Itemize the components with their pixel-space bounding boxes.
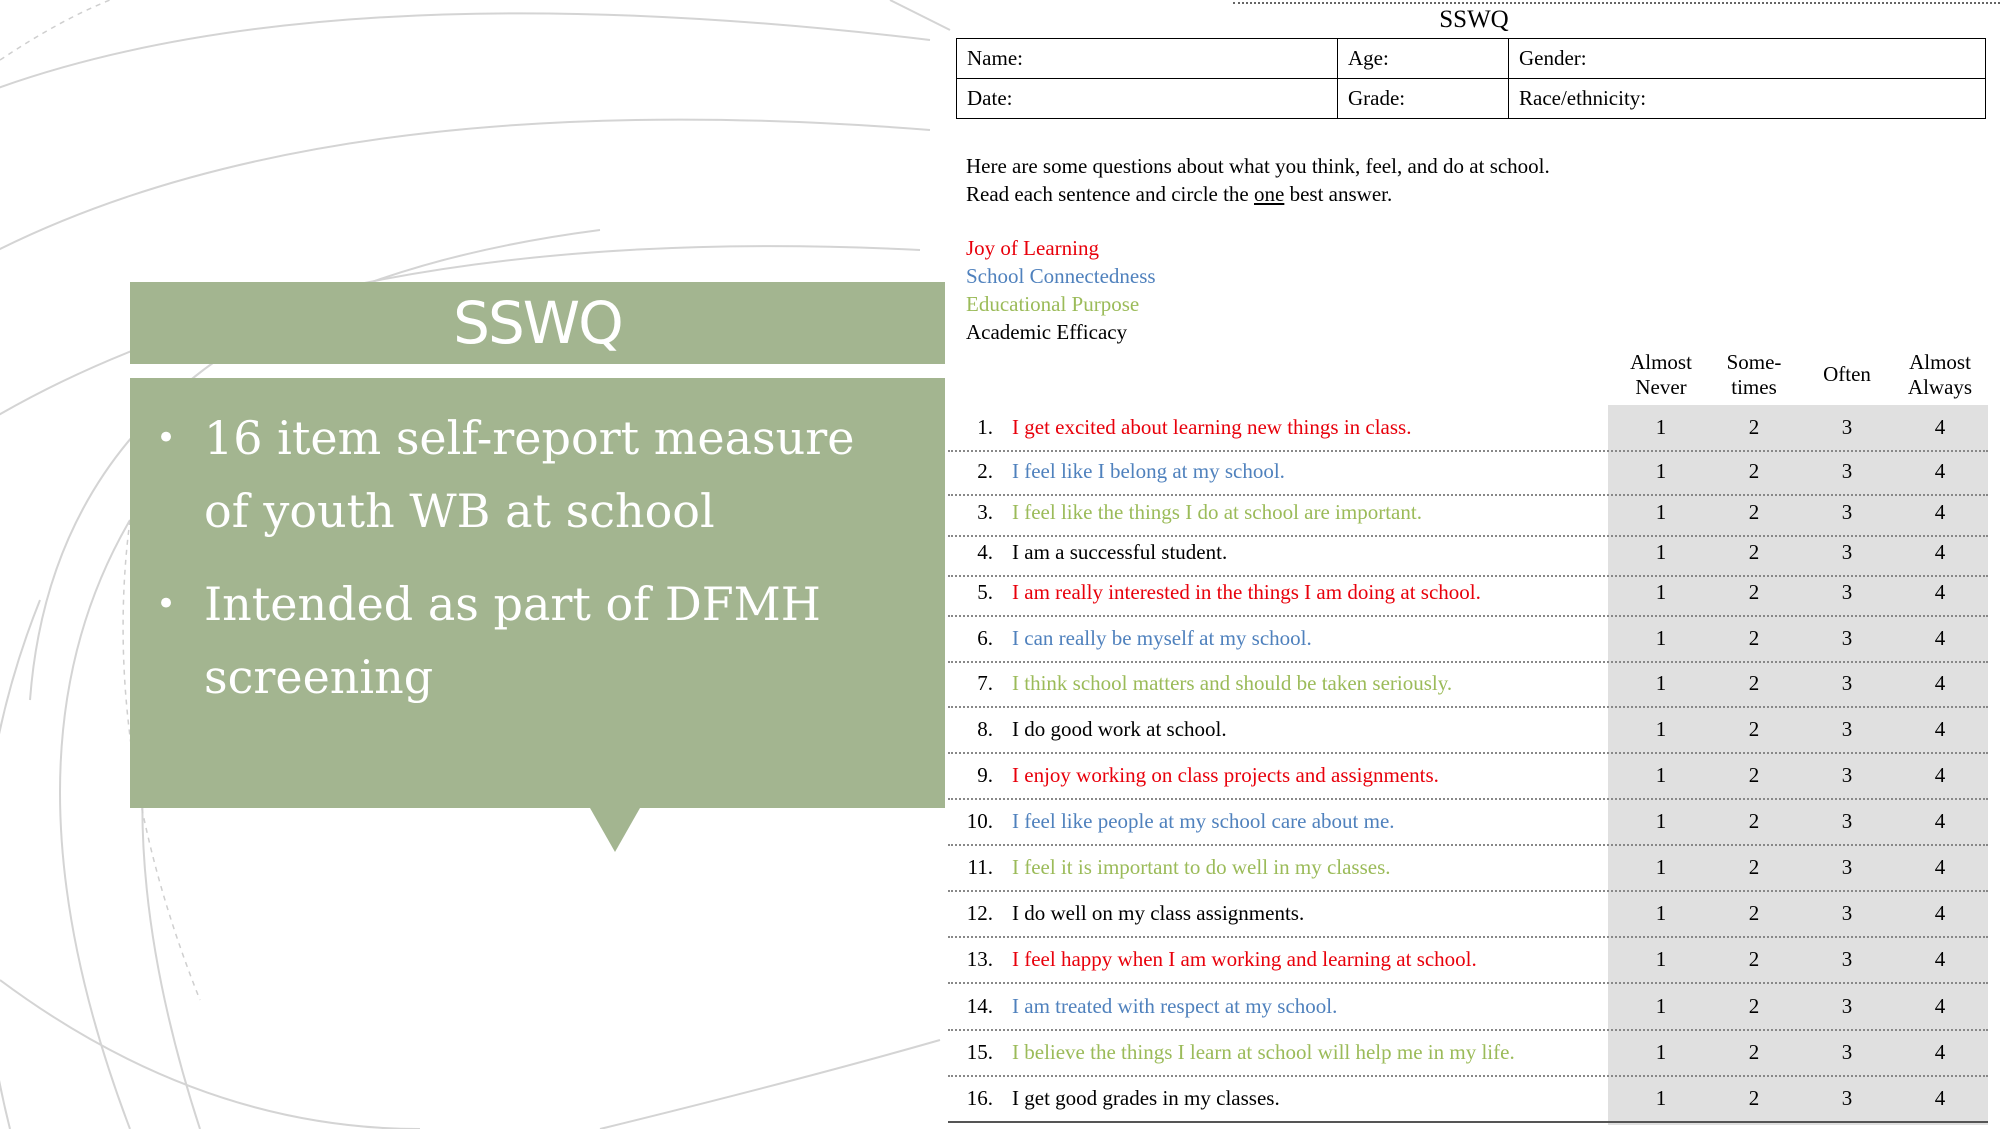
column-header-line: Almost [1909,350,1971,374]
response-option[interactable]: 4 [1934,459,1946,483]
response-option[interactable]: 1 [1655,809,1667,833]
item-number: 8. [977,717,993,741]
item-text: I feel like people at my school care about me. [1012,809,1395,833]
response-option[interactable]: 4 [1934,809,1946,833]
table-row [948,1030,1988,1077]
response-option[interactable]: 4 [1934,1040,1946,1064]
instructions [966,152,1550,208]
response-option[interactable]: 2 [1748,809,1760,833]
table-row [948,984,1988,1031]
item-text: I do well on my class assignments. [1012,901,1305,925]
item-text: I am really interested in the things I am doing at school. [1012,580,1481,604]
response-option[interactable]: 2 [1748,540,1760,564]
response-option[interactable]: 3 [1841,809,1853,833]
age-field[interactable]: Age: [1338,39,1509,79]
bullet-item [156,568,905,714]
response-option[interactable]: 3 [1841,671,1853,695]
item-text: I believe the things I learn at school will help me in my life. [1012,1040,1515,1064]
table-row [948,570,1988,617]
item-number: 14. [966,994,993,1018]
table-row [948,707,1988,754]
response-option[interactable]: 1 [1655,671,1667,695]
column-header-line: Always [1907,375,1973,399]
item-text: I can really be myself at my school. [1012,626,1312,650]
response-option[interactable]: 3 [1841,901,1853,925]
form-title: SSWQ [1439,6,1509,33]
item-number: 10. [966,809,993,833]
response-option[interactable]: 4 [1934,855,1946,879]
column-header [1709,350,1799,400]
table-row [948,1076,1988,1123]
instructions-text: best answer. [1284,182,1393,206]
response-option[interactable]: 3 [1841,580,1853,604]
response-option[interactable]: 2 [1748,500,1760,524]
item-text: I get excited about learning new things in class. [1012,415,1412,439]
response-option[interactable]: 1 [1655,717,1667,741]
response-option[interactable]: 4 [1934,671,1946,695]
item-number: 3. [977,500,993,524]
response-option[interactable]: 1 [1655,763,1667,787]
response-option[interactable]: 2 [1748,1086,1760,1110]
response-option[interactable]: 3 [1841,415,1853,439]
item-text: I am treated with respect at my school. [1012,994,1338,1018]
item-number: 16. [966,1086,993,1110]
column-header-line: Some- [1726,350,1782,374]
item-text: I feel like I belong at my school. [1012,459,1285,483]
response-option[interactable]: 2 [1748,671,1760,695]
legend-academic-efficacy: Academic Efficacy [966,320,1128,344]
table-row [948,799,1988,846]
response-option[interactable]: 1 [1655,1086,1667,1110]
column-header-line: Almost [1630,350,1692,374]
column-header [1895,350,1985,400]
item-text: I feel it is important to do well in my classes. [1012,855,1391,879]
response-option[interactable]: 2 [1748,1040,1760,1064]
item-text: I think school matters and should be taken seriously. [1012,671,1453,695]
table-row [948,661,1988,708]
table-row [948,845,1988,892]
response-option[interactable]: 4 [1934,580,1946,604]
response-option[interactable]: 1 [1655,540,1667,564]
table-row [948,616,1988,663]
slide-title: SSWQ [130,282,945,364]
item-number: 2. [977,459,993,483]
bullet-text: Intended as part of DFMH screening [204,577,821,704]
callout-pointer [590,808,640,852]
respondent-info-table [956,38,1986,119]
response-option[interactable]: 1 [1655,415,1667,439]
response-option[interactable]: 2 [1748,415,1760,439]
race-field[interactable]: Race/ethnicity: [1509,79,1986,119]
instructions-text: Read each sentence and circle the [966,182,1255,206]
bullet-list [130,378,945,714]
item-text: I enjoy working on class projects and assignments. [1012,763,1439,787]
response-option[interactable]: 2 [1748,580,1760,604]
response-option[interactable]: 1 [1655,626,1667,650]
item-number: 12. [966,901,993,925]
response-option[interactable]: 3 [1841,994,1853,1018]
response-option[interactable]: 1 [1655,855,1667,879]
response-option[interactable]: 1 [1655,901,1667,925]
response-option[interactable]: 4 [1934,994,1946,1018]
response-option[interactable]: 4 [1934,717,1946,741]
response-option[interactable]: 1 [1655,1040,1667,1064]
slide-content-box [130,378,945,808]
response-option[interactable]: 3 [1841,1040,1853,1064]
response-option[interactable]: 4 [1934,540,1946,564]
instructions-line-2 [966,180,1550,208]
item-number: 11. [967,855,993,879]
response-option[interactable]: 3 [1841,500,1853,524]
item-number: 5. [977,580,993,604]
response-option[interactable]: 1 [1655,459,1667,483]
grade-field[interactable]: Grade: [1338,79,1509,119]
table-row [948,937,1988,984]
item-number: 7. [977,671,993,695]
item-number: 4. [977,540,993,564]
table-row [948,891,1988,938]
response-option[interactable]: 1 [1655,580,1667,604]
item-text: I feel like the things I do at school are important. [1012,500,1422,524]
instructions-line-1: Here are some questions about what you think, feel, and do at school. [966,154,1550,178]
item-text: I get good grades in my classes. [1012,1086,1280,1110]
item-number: 15. [966,1040,993,1064]
name-field[interactable]: Name: [957,39,1338,79]
response-option[interactable]: 3 [1841,626,1853,650]
column-header-line: times [1731,375,1777,399]
response-option[interactable]: 3 [1841,947,1853,971]
date-field[interactable]: Date: [957,79,1338,119]
item-number: 13. [966,947,993,971]
response-option[interactable]: 2 [1748,994,1760,1018]
response-option[interactable]: 3 [1841,717,1853,741]
response-option[interactable]: 2 [1748,626,1760,650]
response-option[interactable]: 2 [1748,763,1760,787]
table-row [948,753,1988,800]
response-option[interactable]: 1 [1655,994,1667,1018]
response-option[interactable]: 3 [1841,540,1853,564]
bullet-text: 16 item self-report measure of youth WB at school [204,411,855,538]
response-option[interactable]: 2 [1748,947,1760,971]
response-option[interactable]: 4 [1934,415,1946,439]
response-option[interactable]: 3 [1841,763,1853,787]
item-text: I feel happy when I am working and learning at school. [1012,947,1477,971]
bullet-item [156,402,905,548]
table-row [948,449,1988,496]
response-option[interactable]: 4 [1934,947,1946,971]
legend-educational-purpose: Educational Purpose [966,292,1140,316]
response-option[interactable]: 3 [1841,1086,1853,1110]
instructions-emphasis: one [1254,182,1285,206]
bullet-dot-icon: • [156,418,177,458]
questionnaire-document [948,0,2000,1129]
selection-border [1233,2,2000,4]
column-header [1616,350,1706,400]
bullet-dot-icon: • [156,584,177,624]
column-header [1802,362,1892,387]
subscale-legend [966,234,1156,346]
response-option[interactable]: 3 [1841,459,1853,483]
response-option[interactable]: 2 [1748,901,1760,925]
column-header-line: Often [1823,362,1871,386]
item-text: I am a successful student. [1012,540,1228,564]
response-option[interactable]: 2 [1748,459,1760,483]
response-option[interactable]: 4 [1934,500,1946,524]
response-option[interactable]: 4 [1934,626,1946,650]
response-option[interactable]: 2 [1748,855,1760,879]
table-row [948,405,1988,452]
response-option[interactable]: 3 [1841,855,1853,879]
gender-field[interactable]: Gender: [1509,39,1986,79]
response-option[interactable]: 2 [1748,717,1760,741]
response-option[interactable]: 4 [1934,763,1946,787]
item-number: 1. [977,415,993,439]
item-number: 6. [977,626,993,650]
response-option[interactable]: 4 [1934,1086,1946,1110]
item-text: I do good work at school. [1012,717,1227,741]
response-option[interactable]: 1 [1655,500,1667,524]
item-number: 9. [977,763,993,787]
column-header-line: Never [1635,375,1687,399]
response-option[interactable]: 4 [1934,901,1946,925]
response-option[interactable]: 1 [1655,947,1667,971]
legend-joy-of-learning: Joy of Learning [966,236,1099,260]
legend-school-connectedness: School Connectedness [966,264,1156,288]
